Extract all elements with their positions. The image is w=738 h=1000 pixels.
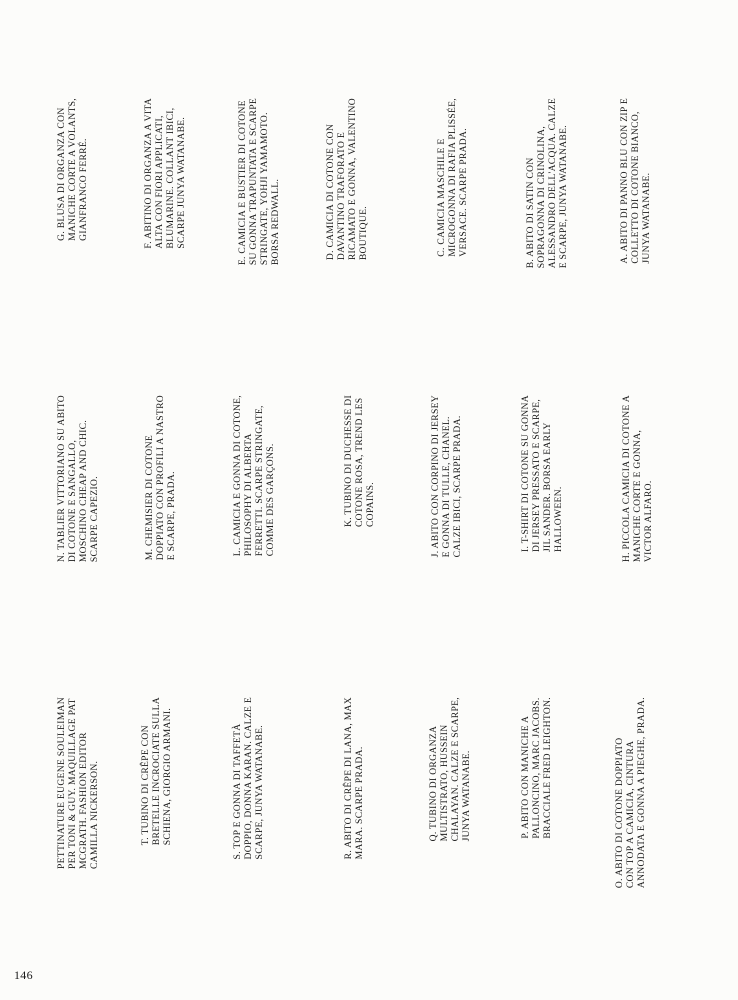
- caption-l: L. CAMICIA E GONNA DI COTONE, PHILOSOPHY DI ALBERTA FERRETTI. SCARPE STRINGATE, COMME DES GARÇONS.: [232, 395, 276, 557]
- page-number: 146: [14, 968, 33, 982]
- caption-e: E. CAMICIA E BUSTIER DI COTONE SU GONNA TRAPUNTATA E SCARPE STRINGATE, YOHJI YAMAMOTO. BORSA REDWALL.: [237, 98, 281, 266]
- caption-f: F. ABITINO DI ORGANZA A VITA ALTA CON FIORI APPLICATI, BLUMARINE. COLLANT IBICI, SCARPE JUNYA WATANABE.: [143, 98, 187, 249]
- caption-c: C. CAMICIA MASCHILE E MICROGONNA DI RAFIA PLISSÉE, VERSACE. SCARPE PRADA.: [436, 98, 469, 257]
- caption-o: O. ABITO DI COTONE DOPPIATO CON TOP A CAMICIA, CINTURA ANNODATA E GONNA A PIEGHE, PRADA.: [614, 697, 647, 889]
- caption-r: R. ABITO DI CRÊPE DI LANA, MAX MARA. SCARPE PRADA.: [343, 697, 365, 860]
- caption-credits: PETTINATURE EUGENE SOULEIMAN PER TONI & GUY. MAQUILLAGE PAT MCGRATH. FASHION EDITOR CAMILLA NICKERSON.: [56, 697, 100, 870]
- caption-q: Q. TUBINO DI ORGANZA MULTISTRATO, HUSSEIN CHALAYAN. CALZE E SCARPE, JUNYA WATANABE.: [428, 697, 472, 842]
- caption-m: M. CHEMISIER DI COTONE DOPPIATO CON PROFILI A NASTRO E SCARPE, PRADA.: [144, 395, 177, 561]
- caption-b: B. ABITO DI SATIN CON SOPRAGONNA DI CRINOLINA, ALESSANDRO DELL'ACQUA. CALZE E SCARPE, JUNYA WATANABE.: [525, 98, 569, 269]
- caption-j: J. ABITO CON CORPINO DI JERSEY E GONNA DI TULLE, CHANEL. CALZE IBICI, SCARPE PRADA.: [430, 395, 463, 558]
- caption-k: K. TUBINO DI DUCHESSE DI COTONE ROSA, TREND LES COPAINS.: [343, 395, 376, 528]
- caption-t: T. TUBINO DI CRÊPE CON BRETELLE INCROCIATE SULLA SCHIENA, GIORGIO ARMANI.: [140, 697, 173, 846]
- caption-d: D. CAMICIA DI COTONE CON DAVANTINO TRAFORATO E RICAMATO E GONNA, VALENTINO BOUTIQUE.: [325, 98, 369, 261]
- caption-n: N. TABLIER VITTORIANO SU ABITO DI COTONE E SANGALLO, MOSCHINO CHEAP AND CHIC. SCARPE CAPEZIO.: [56, 395, 100, 563]
- caption-p: P. ABITO CON MANICHE A PALLONCINO, MARC JACOBS. BRACCIALE FRED LEIGHTON.: [520, 697, 553, 839]
- caption-s: S. TOP E GONNA DI TAFFETÀ DOPPIO, DONNA KARAN. CALZE E SCARPE, JUNYA WATANABE.: [232, 697, 265, 860]
- caption-h: H. PICCOLA CAMICIA DI COTONE A MANICHE CORTE E GONNA, VICTOR ALFARO.: [621, 395, 654, 563]
- caption-i: I. T-SHIRT DI COTONE SU GONNA DI JERSEY PRESSATO E SCARPE, JIL SANDER. BORSA EARLY HALLOWEEN.: [520, 395, 564, 553]
- caption-a: A. ABITO DI PANNO BLU CON ZIP E COLLETTO DI COTONE BIANCO, JUNYA WATANABE.: [619, 98, 652, 264]
- caption-g: G. BLUSA DI ORGANZA CON MANICHE CORTE A VOLANTS, GIANFRANCO FERRÉ.: [56, 98, 89, 241]
